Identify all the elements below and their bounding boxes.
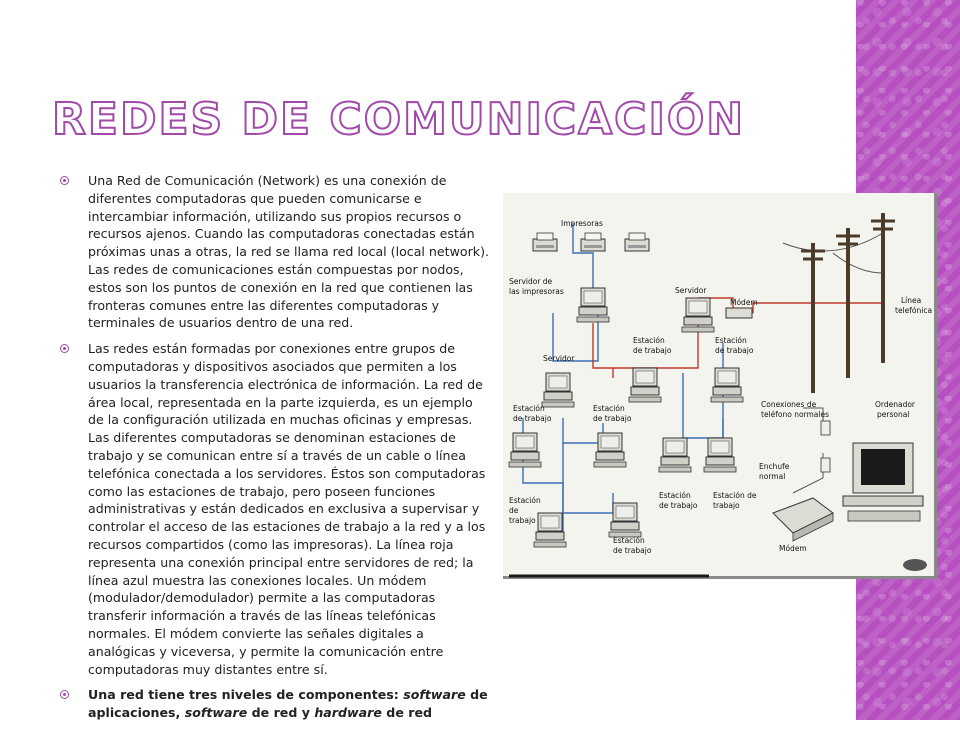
server-computer-icon [682,298,714,332]
server-computer-icon [542,373,574,407]
label-estacion-14: de [509,506,519,515]
bullet-text-1: Una Red de Comunicación (Network) es una conexión de diferentes computadoras que pueden comunicarse e intercambiar información, utilizando sus propios recursos o recursos ajenos. Cuando las computadoras conectadas están próximas unas a otras, la red se llama red local (local network). Las redes de comunicaciones están compuestas por nodos, estos son los puntos de conexión en la red que contienen las fronteras comunes entre las diferentes computadoras y terminales de usuarios dentro de una red. [88,173,489,331]
workstation-computer-icon [704,438,736,472]
workstation-computer-icon [659,438,691,472]
label-estacion-11: Estación de [713,491,757,500]
label-impresoras: Impresoras [561,219,603,228]
label-enchufe-1: Enchufe [759,462,790,471]
label-linea-1: Línea [901,296,922,305]
label-estacion-8: de trabajo [593,414,632,423]
external-modem-icon [773,498,833,541]
label-estacion-6: de trabajo [513,414,552,423]
label-servidor-impresoras-1: Servidor de [509,277,553,286]
telephone-pole-icon [801,243,825,393]
label-estacion-1: Estación [633,336,665,345]
printer-icon [625,233,649,251]
network-diagram-svg [503,193,937,579]
bullet-item-3 [60,686,492,722]
modem-icon [726,308,752,318]
label-estacion-2: de trabajo [633,346,672,355]
label-servidor-top: Servidor [675,286,707,295]
label-estacion-15: trabajo [509,516,536,525]
label-estacion-16: Estación [613,536,645,545]
power-socket-icon [821,458,830,472]
label-estacion-12: trabajo [713,501,740,510]
printer-icon [581,233,605,251]
bullet-text-2: Las redes están formadas por conexiones entre grupos de computadoras y dispositivos asociados que permiten a los usuarios la transferencia electrónica de información. La red de área local, representada en la parte izquierda, es un ejemplo de la configuración utilizada en muchas oficinas y empresas. Las diferentes computadoras se denominan estaciones de trabajo y se comunican entre sí a través de un cable o línea telefónica conectada a los servidores. Éstos son computadoras como las estaciones de trabajo, pero poseen funciones administrativas y están dedicados en exclusiva a supervisar y controlar el acceso de las estaciones de trabajo a la red y a los recursos compartidos (como las impresoras). La línea roja representa una conexión principal entre servidores de red; la línea azul muestra las conexiones locales. Un módem (modulador/demodulador) permite a las computadoras transferir información a través de las líneas telefónicas normales. El módem convierte las señales digitales a analógicas y viceversa, y permite la comunicación entre computadoras muy distantes entre sí. [88,341,486,677]
label-estacion-4: de trabajo [715,346,754,355]
workstation-computer-icon [594,433,626,467]
label-estacion-7: Estación [593,404,625,413]
label-estacion-9: Estación [659,491,691,500]
bullet-text-3b: de aplicaciones, [88,687,488,721]
phone-socket-icon [821,421,830,435]
label-estacion-13: Estación [509,496,541,505]
workstation-computer-icon [509,433,541,467]
workstation-computer-icon [609,503,641,537]
label-servidor-impresoras-2: las impresoras [509,287,564,296]
label-ordenador-2: personal [877,410,910,419]
slide-title: REDES DE COMUNICACIÓN [52,94,746,145]
label-conexiones-1: Conexiones de [761,400,817,409]
label-linea-2: telefónica [895,306,933,315]
bullet-list [60,172,492,730]
label-servidor-left: Servidor [543,354,575,363]
workstation-computer-icon [711,368,743,402]
label-modem-bottom: Módem [779,544,807,553]
personal-computer-icon [843,443,927,571]
bullet-marker-icon [60,176,69,185]
telephone-pole-icon [871,213,895,363]
bullet-text-3-em1: software [403,687,466,703]
bullet-text-3-em2: software [184,705,248,721]
bullet-text-3-em3: hardware [314,705,382,721]
label-estacion-10: de trabajo [659,501,698,510]
bullet-item-1 [60,172,492,332]
bullet-text-3d: de red [381,705,433,721]
bullet-marker-icon [60,690,69,699]
bullet-marker-icon [60,344,69,353]
workstation-computer-icon [629,368,661,402]
network-diagram [503,193,937,579]
label-estacion-17: de trabajo [613,546,652,555]
bullet-item-2 [60,340,492,678]
label-estacion-5: Estación [513,404,545,413]
label-modem-top: Módem [730,298,758,307]
label-estacion-3: Estación [715,336,747,345]
label-enchufe-2: normal [759,472,786,481]
bullet-text-3a: Una red tiene tres niveles de componentes: [88,687,404,703]
workstation-computer-icon [534,513,566,547]
label-conexiones-2: teléfono normales [761,410,830,419]
print-server-computer-icon [577,288,609,322]
printer-icon [533,233,557,251]
label-ordenador-1: Ordenador [875,400,916,409]
bullet-text-3c: de red y [247,705,315,721]
